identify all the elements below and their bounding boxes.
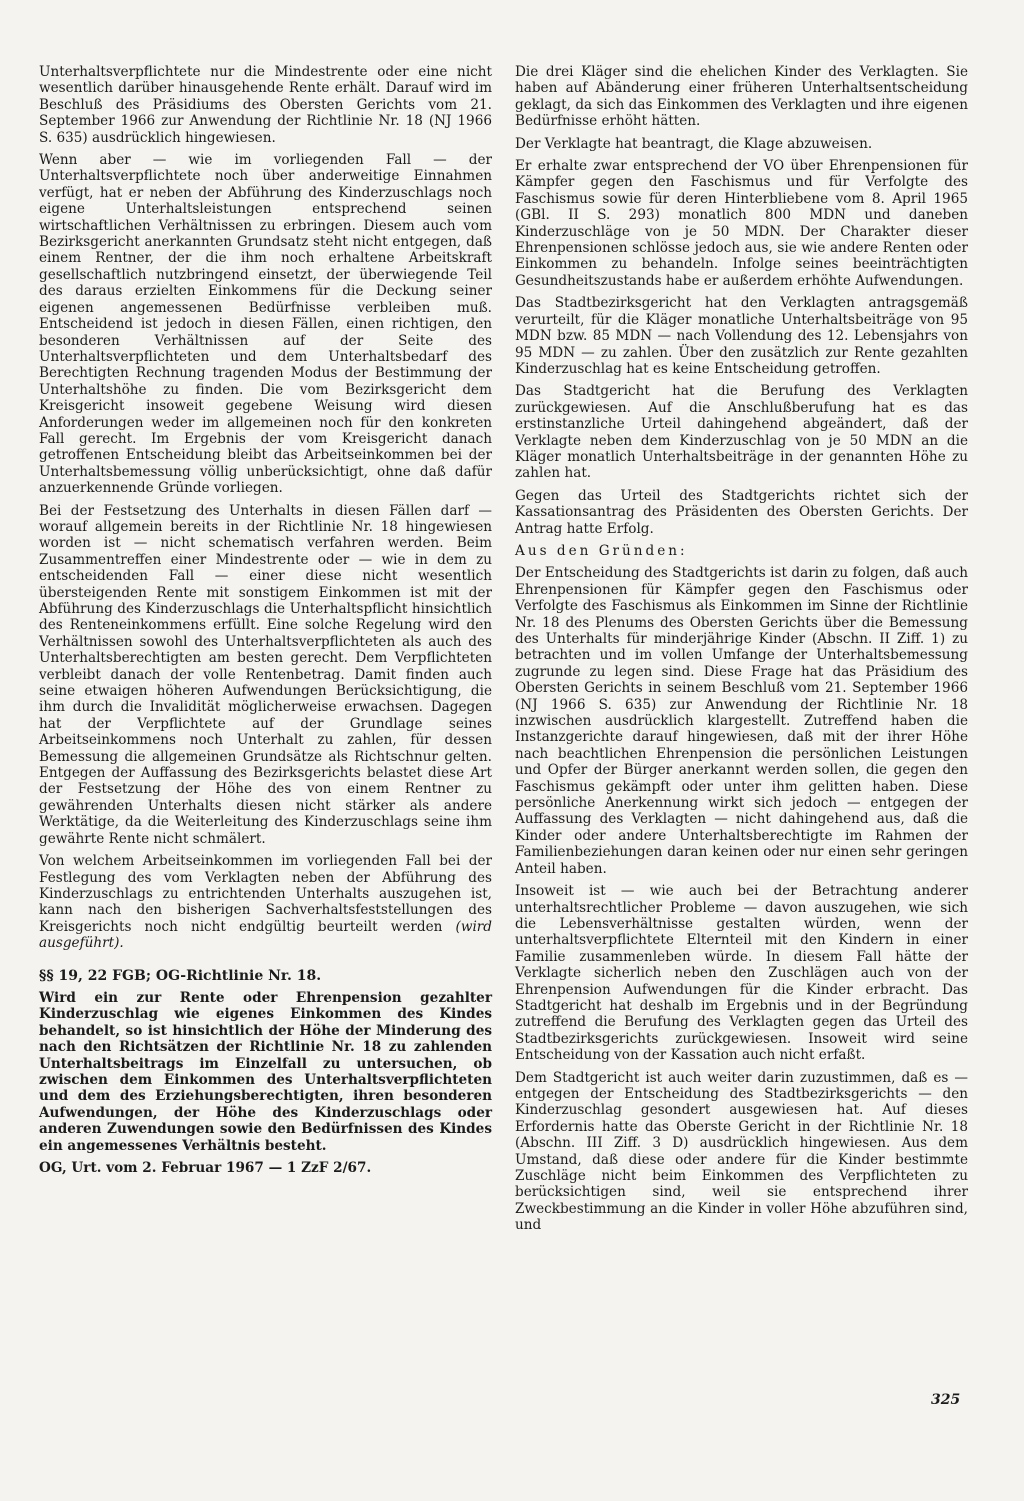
- paragraph: Dem Stadtgericht ist auch weiter darin zuzustimmen, daß es — entgegen der Entscheidung des Stadtbezirksgerichts — den Kinderzuschlag gesondert ausgewiesen hat. Auf dieses Erfordernis hatte das Oberste Gericht in der Richtlinie Nr. 18 (Abschn. III Ziff. 3 D) ausdrücklich hingewiesen. Aus dem Umstand, daß diese oder andere für die Kinder bestimmte Zuschläge nicht beim Einkommen des Verpflichteten zu berücksichtigen sind, weil sie entsprechend ihrer Zweckbestimmung an die Kinder in voller Höhe abzuführen sind, und: [515, 1069, 968, 1234]
- paragraph: Unterhaltsverpflichtete nur die Mindestrente oder eine nicht wesentlich darüber hinausgehende Rente erhält. Darauf wird im Beschluß des Präsidiums des Obersten Gerichts vom 21. September 1966 zur Anwendung der Richtlinie Nr. 18 (NJ 1966 S. 635) ausdrücklich hingewiesen.: [39, 64, 492, 146]
- page-number: 325: [931, 1392, 961, 1408]
- paragraph: [39, 853, 492, 951]
- paragraph: Wenn aber — wie im vorliegenden Fall — der Unterhaltsverpflichtete noch über anderweitige Einnahmen verfügt, hat er neben der Abführung des Kinderzuschlags noch eigene Unterhaltsleistungen entsprechend seinen wirtschaftlichen Verhältnissen zu erbringen. Diesem auch vom Bezirksgericht anerkannten Grundsatz steht nicht entgegen, daß einem Rentner, der die ihm noch erhaltene Arbeitskraft gesellschaftlich nutzbringend einsetzt, der überwiegende Teil des daraus erzielten Einkommens für die Deckung seiner eigenen angemessenen Bedürfnisse verbleiben muß. Entscheidend ist jedoch in diesen Fällen, einen richtigen, den besonderen Verhältnissen auf der Seite des Unterhaltsverpflichteten und dem Unterhaltsbedarf des Berechtigten Rechnung tragenden Modus der Bestimmung der Unterhaltshöhe zu finden. Die vom Bezirksgericht dem Kreisgericht insoweit gegebene Weisung wird diesen Anforderungen weder im allgemeinen noch für den konkreten Fall gerecht. Im Ergebnis der vom Kreisgericht danach getroffenen Entscheidung bleibt das Arbeitseinkommen bei der Unterhaltsbemessung völlig unberücksichtigt, ohne daß dafür anzuerkennende Gründe vorliegen.: [39, 152, 492, 497]
- paragraph: Gegen das Urteil des Stadtgerichts richtet sich der Kassationsantrag des Präsidenten des Obersten Gerichts. Der Antrag hatte Erfolg.: [515, 487, 968, 537]
- paragraph: Das Stadtgericht hat die Berufung des Verklagten zurückgewiesen. Auf die Anschlußberufung hat es das erstinstanzliche Urteil dahingehend abgeändert, daß der Verklagte neben dem Kinderzuschlag von je 50 MDN an die Kläger monatlich Unterhaltsbeiträge in der genannten Höhe zu zahlen hat.: [515, 383, 968, 482]
- left-column: [39, 64, 492, 1182]
- paragraph: Die drei Kläger sind die ehelichen Kinder des Verklagten. Sie haben auf Abänderung einer früheren Unterhaltsentscheidung geklagt, da sich das Einkommen des Verklagten und ihre eigenen Bedürfnisse erhöht hätten.: [515, 64, 968, 130]
- italic-note: (wird ausgeführt).: [39, 918, 493, 952]
- paragraph: Insoweit ist — wie auch bei der Betrachtung anderer unterhaltsrechtlicher Probleme — davon auszugehen, wie sich die Lebensverhältnisse gestalten würden, wenn der unterhaltsverpflichtete Elternteil mit den Kindern in einer Familie zusammenleben würde. In diesem Fall hätte der Verklagte sicherlich neben den Zuschlägen auch von der Ehrenpension Aufwendungen für die Kinder erbracht. Das Stadtgericht hat deshalb im Ergebnis und in der Begründung zutreffend die Berufung des Verklagten gegen das Urteil des Stadtbezirksgerichts zurückgewiesen. Insoweit wird seine Entscheidung von der Kassation auch nicht erfaßt.: [515, 883, 968, 1064]
- paragraph: Das Stadtbezirksgericht hat den Verklagten antragsgemäß verurteilt, für die Kläger monatliche Unterhaltsbeiträge von 95 MDN bzw. 85 MDN — nach Vollendung des 12. Lebensjahrs von 95 MDN — zu zahlen. Über den zusätzlich zur Rente gezahlten Kinderzuschlag hat es keine Entscheidung getroffen.: [515, 295, 968, 377]
- headnote: Wird ein zur Rente oder Ehrenpension gezahlter Kinderzuschlag wie eigenes Einkommen des Kindes behandelt, so ist hinsichtlich der Höhe der Minderung des nach den Richtsätzen der Richtlinie Nr. 18 zu zahlenden Unterhaltsbeitrags im Einzelfall zu untersuchen, ob zwischen dem Einkommen des Unterhaltsverpflichteten und dem des Erziehungsberechtigten, ihren besonderen Aufwendungen, der Höhe des Kinderzuschlags oder anderen Zuwendungen sowie den Bedürfnissen des Kindes ein angemessenes Verhältnis besteht.: [39, 989, 492, 1154]
- paragraph: Er erhalte zwar entsprechend der VO über Ehrenpensionen für Kämpfer gegen den Faschismus und für Verfolgte des Faschismus sowie für deren Hinterbliebene vom 8. April 1965 (GBl. II S. 293) monatlich 800 MDN und daneben Kinderzuschläge von je 50 MDN. Der Charakter dieser Ehrenpensionen schlösse jedoch aus, sie wie andere Renten oder Einkommen zu behandeln. Infolge seines beeinträchtigten Gesundheitszustands habe er außerdem erhöhte Aufwendungen.: [515, 158, 968, 289]
- case-citation: OG, Urt. vom 2. Februar 1967 — 1 ZzF 2/67.: [39, 1160, 372, 1176]
- section-heading: Aus den Gründen:: [515, 542, 688, 559]
- paragraph: Der Entscheidung des Stadtgerichts ist darin zu folgen, daß auch Ehrenpensionen für Kämpfer gegen den Faschismus oder Verfolgte des Faschismus als Einkommen im Sinne der Richtlinie Nr. 18 des Plenums des Obersten Gerichts über die Bemessung des Unterhalts für minderjährige Kinder (Abschn. II Ziff. 1) zu betrachten und im vollen Umfange der Unterhaltsbemessung zugrunde zu legen sind. Diese Frage hat das Präsidium des Obersten Gerichts in seinem Beschluß vom 21. September 1966 (NJ 1966 S. 635) zur Anwendung der Richtlinie Nr. 18 inzwischen ausdrücklich klargestellt. Zutreffend haben die Instanzgerichte darauf hingewiesen, daß mit der ihrer Höhe nach beachtlichen Ehrenpension die persönlichen Leistungen und Opfer der Bürger anerkannt werden sollen, die gegen den Faschismus gekämpft oder unter ihm gelitten haben. Diese persönliche Anerkennung wirkt sich jedoch — entgegen der Auffassung des Verklagten — nicht dahingehend aus, daß die Kinder oder andere Unterhaltsberechtigte im Rahmen der Familienbeziehungen daran keinen oder nur einen sehr geringen Anteil haben.: [515, 565, 968, 877]
- law-reference-title: §§ 19, 22 FGB; OG-Richtlinie Nr. 18.: [39, 967, 322, 984]
- right-column: [515, 64, 968, 1240]
- paragraph: Der Verklagte hat beantragt, die Klage abzuweisen.: [515, 135, 873, 152]
- paragraph-text: Von welchem Arbeitseinkommen im vorliegenden Fall bei der Festlegung des vom Verklagten neben der Abführung des Kinderzuschlags zu entrichtenden Unterhalts auszugehen ist, kann nach den bisherigen Sachverhaltsfeststellungen des Kreisgerichts noch nicht endgültig beurteilt werden: [39, 853, 492, 935]
- paragraph: Bei der Festsetzung des Unterhalts in diesen Fällen darf — worauf allgemein bereits in der Richtlinie Nr. 18 hingewiesen worden ist — nicht schematisch verfahren werden. Beim Zusammentreffen einer Mindestrente oder — wie in dem zu entscheidenden Fall — einer diese nicht wesentlich übersteigenden Rente mit sonstigem Einkommen ist mit der Abführung des Kinderzuschlags die Unterhaltspflicht hinsichtlich des Renteneinkommens erfüllt. Eine solche Regelung wird den Verhältnissen sowohl des Unterhaltsverpflichteten als auch des Unterhaltsberechtigten am besten gerecht. Dem Verpflichteten verbleibt danach der volle Rentenbetrag. Damit finden auch seine etwaigen höheren Aufwendungen Berücksichtigung, die ihm durch die Invalidität möglicherweise erwachsen. Dagegen hat der Verpflichtete auf der Grundlage seines Arbeitseinkommens noch Unterhalt zu zahlen, für dessen Bemessung die allgemeinen Grundsätze als Richtschnur gelten. Entgegen der Auffassung des Bezirksgerichts belastet diese Art der Festsetzung der Höhe des von einem Rentner zu gewährenden Unterhalts diesen nicht stärker als andere Werktätige, da die Weiterleitung des Kinderzuschlags seine ihm gewährte Rente nicht schmälert.: [39, 502, 492, 847]
